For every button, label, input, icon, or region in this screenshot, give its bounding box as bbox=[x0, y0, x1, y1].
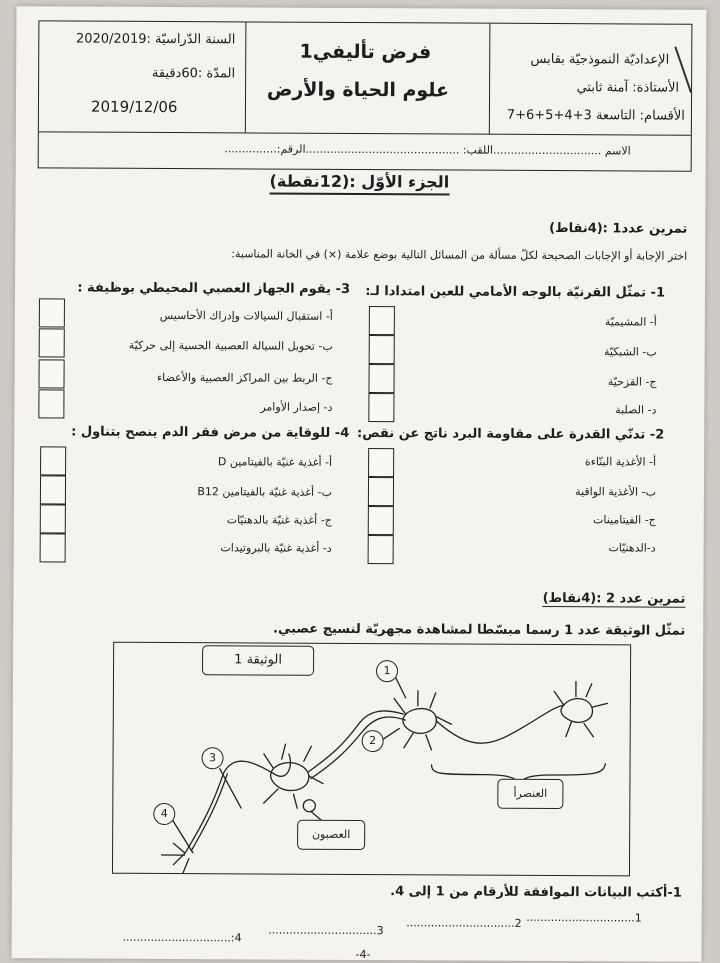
q2-checkbox-d[interactable] bbox=[368, 535, 394, 564]
q1-checkbox-d[interactable] bbox=[368, 393, 394, 422]
label-number-3: 3 bbox=[202, 747, 224, 769]
q1-checkbox-a[interactable] bbox=[369, 306, 395, 335]
subject: علوم الحياة والأرض bbox=[266, 78, 450, 102]
q3-checkbox-c[interactable] bbox=[38, 359, 64, 388]
q3-stem: 3- يقوم الجهاز العصبي المحيطي بوظيفة : bbox=[77, 280, 351, 297]
answer-line-3[interactable]: 3............................... bbox=[268, 923, 384, 938]
part1-title: الجزء الأوّل :(12نقطة) bbox=[270, 172, 450, 196]
header-row bbox=[39, 21, 692, 135]
answer-line-1[interactable]: 1............................... bbox=[526, 910, 642, 925]
classes: الأقسام: التاسعة 3+4+5+6+7 bbox=[506, 107, 685, 124]
answer-line-4[interactable]: 4:............................... bbox=[122, 930, 242, 945]
q1-checkbox-b[interactable] bbox=[369, 335, 395, 364]
exercise1-instruction: اختر الإجابة أو الإجابات الصحيحة لكلّ مسألة من المسائل التالية بوضع علامة (×) في الخانة المناسبة: bbox=[231, 247, 688, 263]
label-number-2: 2 bbox=[362, 730, 384, 752]
q1-option-b: ب- الشبكيّة bbox=[604, 345, 657, 359]
header-left-cell bbox=[39, 21, 247, 132]
q4-option-c: ج- أغذية غنيّة بالدهنيّات bbox=[226, 513, 332, 527]
q3-checkbox-d[interactable] bbox=[38, 389, 64, 418]
q4-stem: 4- للوقاية من مرض فقر الدم ينصح بتناول : bbox=[71, 424, 350, 441]
q1-stem: 1- تمثّل القرنيّة بالوجه الأمامي للعين امتدادا لـ: bbox=[365, 284, 666, 301]
q2-stem: 2- تدنّي القدرة على مقاومة البرد ناتج عن نقص: bbox=[356, 425, 665, 443]
exercise2-intro: تمثّل الوثيقة عدد 1 رسما مبسّطا لمشاهدة مجهريّة لنسيج عصبي. bbox=[272, 621, 686, 639]
exam-sheet bbox=[12, 6, 707, 962]
q2-option-d: د-الدهنيّات bbox=[608, 541, 656, 555]
q4-option-a: أ- أغذية غنيّة بالفيتامين D bbox=[217, 455, 333, 469]
q1-checkbox-c[interactable] bbox=[368, 364, 394, 393]
neuron-label: العصبون bbox=[297, 820, 365, 850]
duration: المدّة :60دقيقة bbox=[151, 65, 236, 82]
q3-checkbox-a[interactable] bbox=[39, 298, 65, 327]
student-info-line: الاسم ...............................اللقب: ............................................الرقم:............... bbox=[224, 142, 631, 158]
q4-checkbox-b[interactable] bbox=[40, 475, 66, 504]
header-table bbox=[38, 20, 693, 171]
element-a-label: العنصرأ bbox=[497, 779, 563, 809]
q3-option-c: ج- الربط بين المراكز العصبية والأعضاء bbox=[156, 370, 333, 385]
document-1-label: الوثيقة 1 bbox=[202, 645, 314, 676]
header-right-cell bbox=[489, 24, 692, 135]
exercise2-question: 1-أكتب البيانات الموافقة للأرقام من 1 إلى 4. bbox=[390, 884, 682, 901]
school-year: السنة الدّراسيّة :2020/2019 bbox=[75, 31, 236, 48]
q4-option-d: د- أغذية غنيّة بالبروتيدات bbox=[220, 541, 332, 555]
q3-option-d: د- إصدار الأوامر bbox=[260, 400, 333, 414]
q1-option-c: ج- القزحيّة bbox=[607, 375, 657, 389]
q3-option-b: ب- تحويل السيالة العصبية الحسية إلى حركيّة bbox=[128, 338, 333, 353]
q2-checkbox-a[interactable] bbox=[368, 448, 394, 477]
header-mid-cell bbox=[245, 22, 491, 133]
q4-checkbox-a[interactable] bbox=[40, 446, 66, 475]
pen-stroke-mark bbox=[671, 43, 695, 99]
q4-checkbox-c[interactable] bbox=[40, 504, 66, 533]
exercise1-title: تمرين عدد1 :(4نقاط) bbox=[549, 220, 688, 237]
document-1-frame bbox=[112, 642, 631, 877]
school-name: الإعداديّة النموذجيّة بقابس bbox=[530, 51, 670, 68]
exam-date: 2019/12/06 bbox=[90, 97, 178, 117]
q3-option-a: أ- استقبال السيالات وإدراك الأحاسيس bbox=[159, 308, 333, 323]
teacher-name: الأستاذة: آمنة ثابتي bbox=[576, 80, 680, 96]
exam-title: فرض تأليفي1 bbox=[299, 40, 432, 64]
q1-option-d: د- الصلبة bbox=[615, 403, 657, 417]
label-number-4: 4 bbox=[153, 803, 175, 825]
neuron-drawing bbox=[113, 643, 630, 876]
q2-option-c: ج- الفيتامينات bbox=[593, 513, 656, 527]
exercise2-title: تمرين عدد 2 :(4نقاط) bbox=[542, 590, 686, 607]
q4-checkbox-d[interactable] bbox=[40, 533, 66, 562]
q2-option-b: ب- الأغذية الواقية bbox=[575, 485, 656, 499]
q2-checkbox-b[interactable] bbox=[368, 477, 394, 506]
q4-option-b: ب- أغذية غنيّة بالفيتامين B12 bbox=[197, 485, 332, 499]
q2-checkbox-c[interactable] bbox=[368, 506, 394, 535]
q1-option-a: أ- المشيميّة bbox=[604, 315, 657, 329]
q2-option-a: أ- الأغذية البنّاءة bbox=[584, 455, 657, 469]
answer-line-2[interactable]: 2............................... bbox=[406, 916, 522, 930]
q3-checkbox-b[interactable] bbox=[39, 328, 65, 357]
page-number: -4- bbox=[355, 947, 371, 962]
label-number-1: 1 bbox=[376, 660, 398, 682]
